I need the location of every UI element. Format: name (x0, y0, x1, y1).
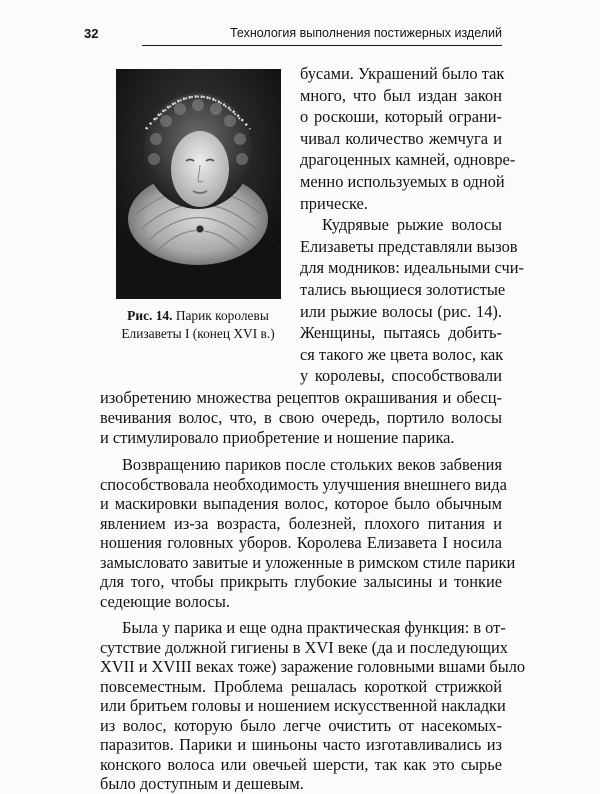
text-line: драгоценных камней, одновре- (300, 150, 516, 170)
text-line: для модников: идеальными счи- (300, 258, 524, 278)
text-line: седеющие волосы. (100, 591, 230, 611)
text-line: ношения головных уборов. Королева Елизавета I носила (100, 533, 502, 552)
portrait-illustration (116, 69, 281, 299)
text-line: вечивания волос, что, в свою очередь, портило волосы (100, 408, 502, 427)
figure-caption-line2: Елизаветы I (конец XVI в.) (121, 326, 275, 341)
text-line: Была у парика и еще одна практическая функция: в от- (122, 618, 506, 637)
text-line: ся такого же цвета волос, как (300, 344, 504, 364)
text-line: изобретению множества рецептов окрашивания и обесц- (100, 388, 502, 407)
text-line: Кудрявые рыжие волосы (322, 215, 502, 235)
text-line: Возвращению париков после стольких веков забвения (122, 455, 502, 474)
text-line: из волос, которую было легче очистить от насекомых- (100, 715, 502, 735)
text-line: или бритьем головы и ношением искусственной накладки (100, 696, 506, 715)
text-line: Женщины, пытаясь добить- (300, 323, 502, 343)
text-line: повсеместным. Проблема решалась короткой стрижкой (100, 676, 502, 696)
text-line: и стимулировало приобретение и ношение парика. (100, 428, 455, 447)
text-line: Елизаветы представляли вызов (300, 236, 518, 256)
page-number: 32 (84, 26, 99, 41)
portrait-image (116, 69, 281, 299)
page-header (84, 25, 502, 45)
text-line: конского волоса или овечьей шерсти, так как это сырье (100, 754, 502, 774)
figure-label: Рис. 14. (127, 308, 173, 323)
text-line: и маскировки выпадения волос, которое было обычным (100, 494, 502, 513)
text-line: замысловато завитые и уложенные в римском стиле парики (100, 552, 516, 572)
text-line: бусами. Украшений было так (300, 64, 505, 83)
text-line: менно используемых в одной (300, 172, 505, 191)
text-line: XVII и XVIII веках тоже) заражение головными вшами было (100, 657, 526, 676)
text-line: чивал количество жемчуга и (300, 128, 502, 148)
text-line: явлением из-за возраста, болезней, плохого питания и (100, 513, 502, 533)
text-line: паразитов. Парики и шиньоны часто изготавливались из (100, 735, 502, 754)
text-line: для того, чтобы прикрыть глубокие залысины и тонкие (100, 572, 502, 591)
running-title: Технология выполнения постижерных изделий (229, 26, 502, 40)
text-line: сутствие должной гигиены в XVI веке (да и последующих (100, 637, 508, 657)
text-line: или рыжие волосы (рис. 14). (300, 301, 502, 321)
header-rule (142, 45, 502, 46)
figure-caption-line1: Парик королевы (175, 308, 269, 323)
text-line: много, что был издан закон (300, 85, 502, 105)
text-line: способствовала необходимость улучшения внешнего вида (100, 474, 507, 494)
text-line: тались вьющиеся золотистые (300, 280, 506, 299)
figure-caption (95, 307, 301, 343)
text-line: прическе. (300, 193, 368, 213)
text-line: о роскоши, который ограни- (300, 107, 502, 127)
text-line: у королевы, способствовали (300, 366, 502, 386)
text-line: было доступным и дешевым. (100, 774, 304, 793)
